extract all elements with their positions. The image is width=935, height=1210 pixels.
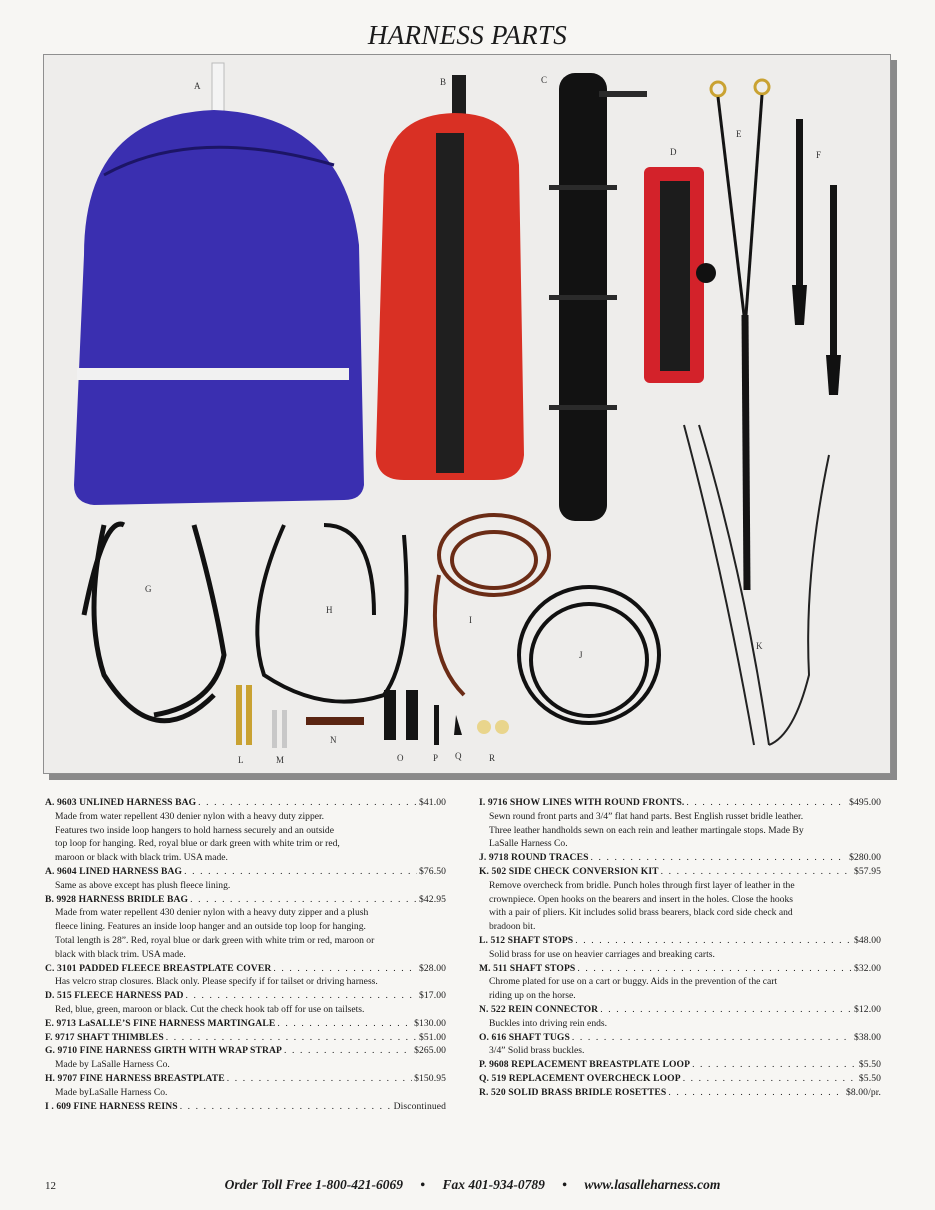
photo-label-h: H (326, 605, 333, 615)
item-name: L. 512 SHAFT STOPS (479, 934, 574, 946)
item-name: R. 520 SOLID BRASS BRIDLE ROSETTES (479, 1086, 667, 1098)
footer-website-link[interactable]: www.lasalleharness.com (584, 1177, 721, 1192)
photo-label-j: J (579, 650, 584, 660)
item-description: Solid brass for use on heavier carriages and breaking carts. (489, 948, 715, 960)
catalog-item (45, 1100, 446, 1114)
item-price: $495.00 (849, 797, 881, 808)
item-name: O. 616 SHAFT TUGS (479, 1031, 570, 1043)
catalog-item (45, 1072, 446, 1100)
catalog-item (479, 1003, 881, 1031)
item-price: $17.00 (419, 990, 446, 1002)
item-price: $28.00 (419, 962, 446, 974)
item-name: H. 9707 FINE HARNESS BREASTPLATE (45, 1072, 225, 1084)
photo-label-l: L (238, 755, 244, 765)
photo-label-r: R (489, 753, 496, 763)
photo-label-k: K (756, 641, 763, 651)
catalog-item (479, 851, 881, 865)
item-name: K. 502 SIDE CHECK CONVERSION KIT (479, 865, 659, 877)
item-price: $76.50 (419, 865, 446, 877)
item-price: $41.00 (419, 797, 446, 808)
page-title: HARNESS PARTS (367, 20, 568, 50)
catalog-item (45, 989, 446, 1017)
item-description: Made by LaSalle Harness Co. (55, 1059, 170, 1071)
small-parts-image (236, 685, 509, 748)
bridle-bag-image (376, 75, 524, 480)
item-price: $265.00 (414, 1045, 446, 1057)
catalog-list-right (479, 796, 881, 1100)
item-name: F. 9717 SHAFT THIMBLES (45, 1031, 164, 1043)
item-name: P. 9608 REPLACEMENT BREASTPLATE LOOP (479, 1059, 691, 1071)
harness-bag-image (74, 63, 364, 505)
item-price: $130.00 (414, 1017, 446, 1029)
breastplate-cover-image (549, 73, 647, 521)
photo-label-q: Q (455, 751, 462, 761)
footer-fax[interactable]: Fax 401-934-0789 (442, 1177, 545, 1192)
item-description: Sewn round front parts and 3/4” flat hand parts. Best English russet bridle leather. Three leather handholds sewn on each rein and leather martingale stops. Made By LaSalle Harness Co. (489, 810, 804, 850)
shaft-thimbles-image (792, 119, 841, 395)
item-name: B. 9928 HARNESS BRIDLE BAG (45, 893, 189, 905)
item-price: $48.00 (854, 934, 881, 946)
page-number: 12 (45, 1180, 56, 1192)
item-description: Made from water repellent 430 denier nylon with a heavy duty zipper. Features two inside loop hangers to hold harness securely and an outside top loop for hanging. Red, royal blue or dark green with white trim or red, maroon or black with black trim. USA made. (55, 810, 340, 864)
catalog-item (479, 1031, 881, 1059)
catalog-item (479, 962, 881, 1003)
photo-label-a: A (194, 81, 201, 91)
item-name: A. 9604 LINED HARNESS BAG (45, 865, 183, 877)
catalog-item (45, 1031, 446, 1045)
catalog-item (45, 1044, 446, 1072)
item-price: $51.00 (419, 1031, 446, 1043)
photo-label-f: F (816, 150, 822, 160)
item-name: D. 515 FLEECE HARNESS PAD (45, 990, 184, 1002)
item-name: E. 9713 LaSALLE’S FINE HARNESS MARTINGALE (45, 1017, 276, 1029)
photo-label-p: P (433, 753, 439, 763)
item-price: $57.95 (854, 865, 881, 877)
catalog-item (479, 796, 881, 851)
photo-label-c: C (541, 75, 548, 85)
photo-label-m: M (276, 755, 285, 765)
item-description: Made from water repellent 430 denier nylon with a heavy duty zipper and a plush fleece lining. Features an inside loop hanger and an outside top loop for hanging. Total length is 28”. Red, royal blue or dark green with white trim or red, maroon or black with black trim. USA made. (55, 907, 375, 960)
item-description: Red, blue, green, maroon or black. Cut the check hook tab off for use on tailsets. (55, 1003, 365, 1015)
catalog-item (479, 1072, 881, 1086)
photo-label-g: G (145, 584, 152, 594)
item-name: I. 9716 SHOW LINES WITH ROUND FRONTS. (479, 797, 685, 808)
catalog-item (45, 962, 446, 990)
martingale-image (711, 80, 769, 590)
item-description: Same as above except has plush fleece lining. (55, 879, 231, 891)
harness-pad-image (644, 167, 716, 383)
item-price: $280.00 (849, 852, 881, 864)
photo-label-b: B (440, 77, 447, 87)
item-description: Made byLaSalle Harness Co. (55, 1086, 168, 1098)
catalog-item (479, 865, 881, 934)
item-name: C. 3101 PADDED FLEECE BREASTPLATE COVER (45, 962, 272, 974)
item-price: $5.50 (858, 1072, 881, 1084)
item-name: J. 9718 ROUND TRACES (479, 852, 589, 864)
catalog-item (45, 796, 446, 865)
footer-separator: • (562, 1177, 567, 1192)
item-price: $32.00 (854, 962, 881, 974)
photo-label-n: N (330, 735, 337, 745)
item-price: $8.00/pr. (845, 1086, 881, 1098)
item-price: Discontinued (393, 1100, 446, 1112)
item-price: $38.00 (854, 1031, 881, 1043)
catalog-item (479, 934, 881, 962)
item-name: G. 9710 FINE HARNESS GIRTH WITH WRAP STRAP (45, 1045, 282, 1057)
item-name: Q. 519 REPLACEMENT OVERCHECK LOOP (479, 1072, 681, 1084)
item-price: $5.50 (858, 1059, 881, 1071)
side-check-kit-image (684, 425, 829, 745)
photo-label-i: I (469, 615, 473, 625)
photo-label-o: O (397, 753, 404, 763)
item-description: Chrome plated for use on a cart or buggy. Aids in the prevention of the cart riding up on the horse. (489, 976, 778, 1002)
catalog-item (45, 865, 446, 893)
footer-separator: • (420, 1177, 426, 1192)
item-price: $42.95 (419, 893, 446, 905)
photo-label-d: D (670, 147, 677, 157)
footer-phone[interactable]: Order Toll Free 1-800-421-6069 (224, 1177, 403, 1192)
item-name: M. 511 SHAFT STOPS (479, 962, 576, 974)
catalog-item (479, 1086, 881, 1100)
catalog-item (45, 893, 446, 962)
item-name: N. 522 REIN CONNECTOR (479, 1003, 599, 1015)
photo-label-e: E (736, 129, 742, 139)
girth-image (84, 524, 224, 721)
catalog-item (45, 1017, 446, 1031)
item-price: $12.00 (854, 1003, 881, 1015)
item-description: Buckles into driving rein ends. (489, 1017, 608, 1029)
item-description: Has velcro strap closures. Black only. Please specify if for tailset or driving harness. (55, 976, 378, 988)
item-price: $150.95 (414, 1072, 446, 1084)
item-description: 3/4” Solid brass buckles. (489, 1045, 585, 1057)
item-description: Remove overcheck from bridle. Punch holes through first layer of leather in the crownpiece. Open hooks on the bearers and insert in the holes. Close the hooks with a pair of pliers. Kit includes solid brass bearers, black cord side check and bradoon bit. (489, 879, 795, 933)
catalog-list-left (45, 796, 446, 1113)
item-name: A. 9603 UNLINED HARNESS BAG (45, 797, 197, 808)
item-name: I . 609 FINE HARNESS REINS (45, 1100, 178, 1112)
catalog-item (479, 1058, 881, 1072)
round-traces-image (519, 587, 659, 723)
harness-parts-illustration (44, 55, 891, 774)
footer-contact (0, 1177, 935, 1193)
product-photo (43, 54, 891, 774)
